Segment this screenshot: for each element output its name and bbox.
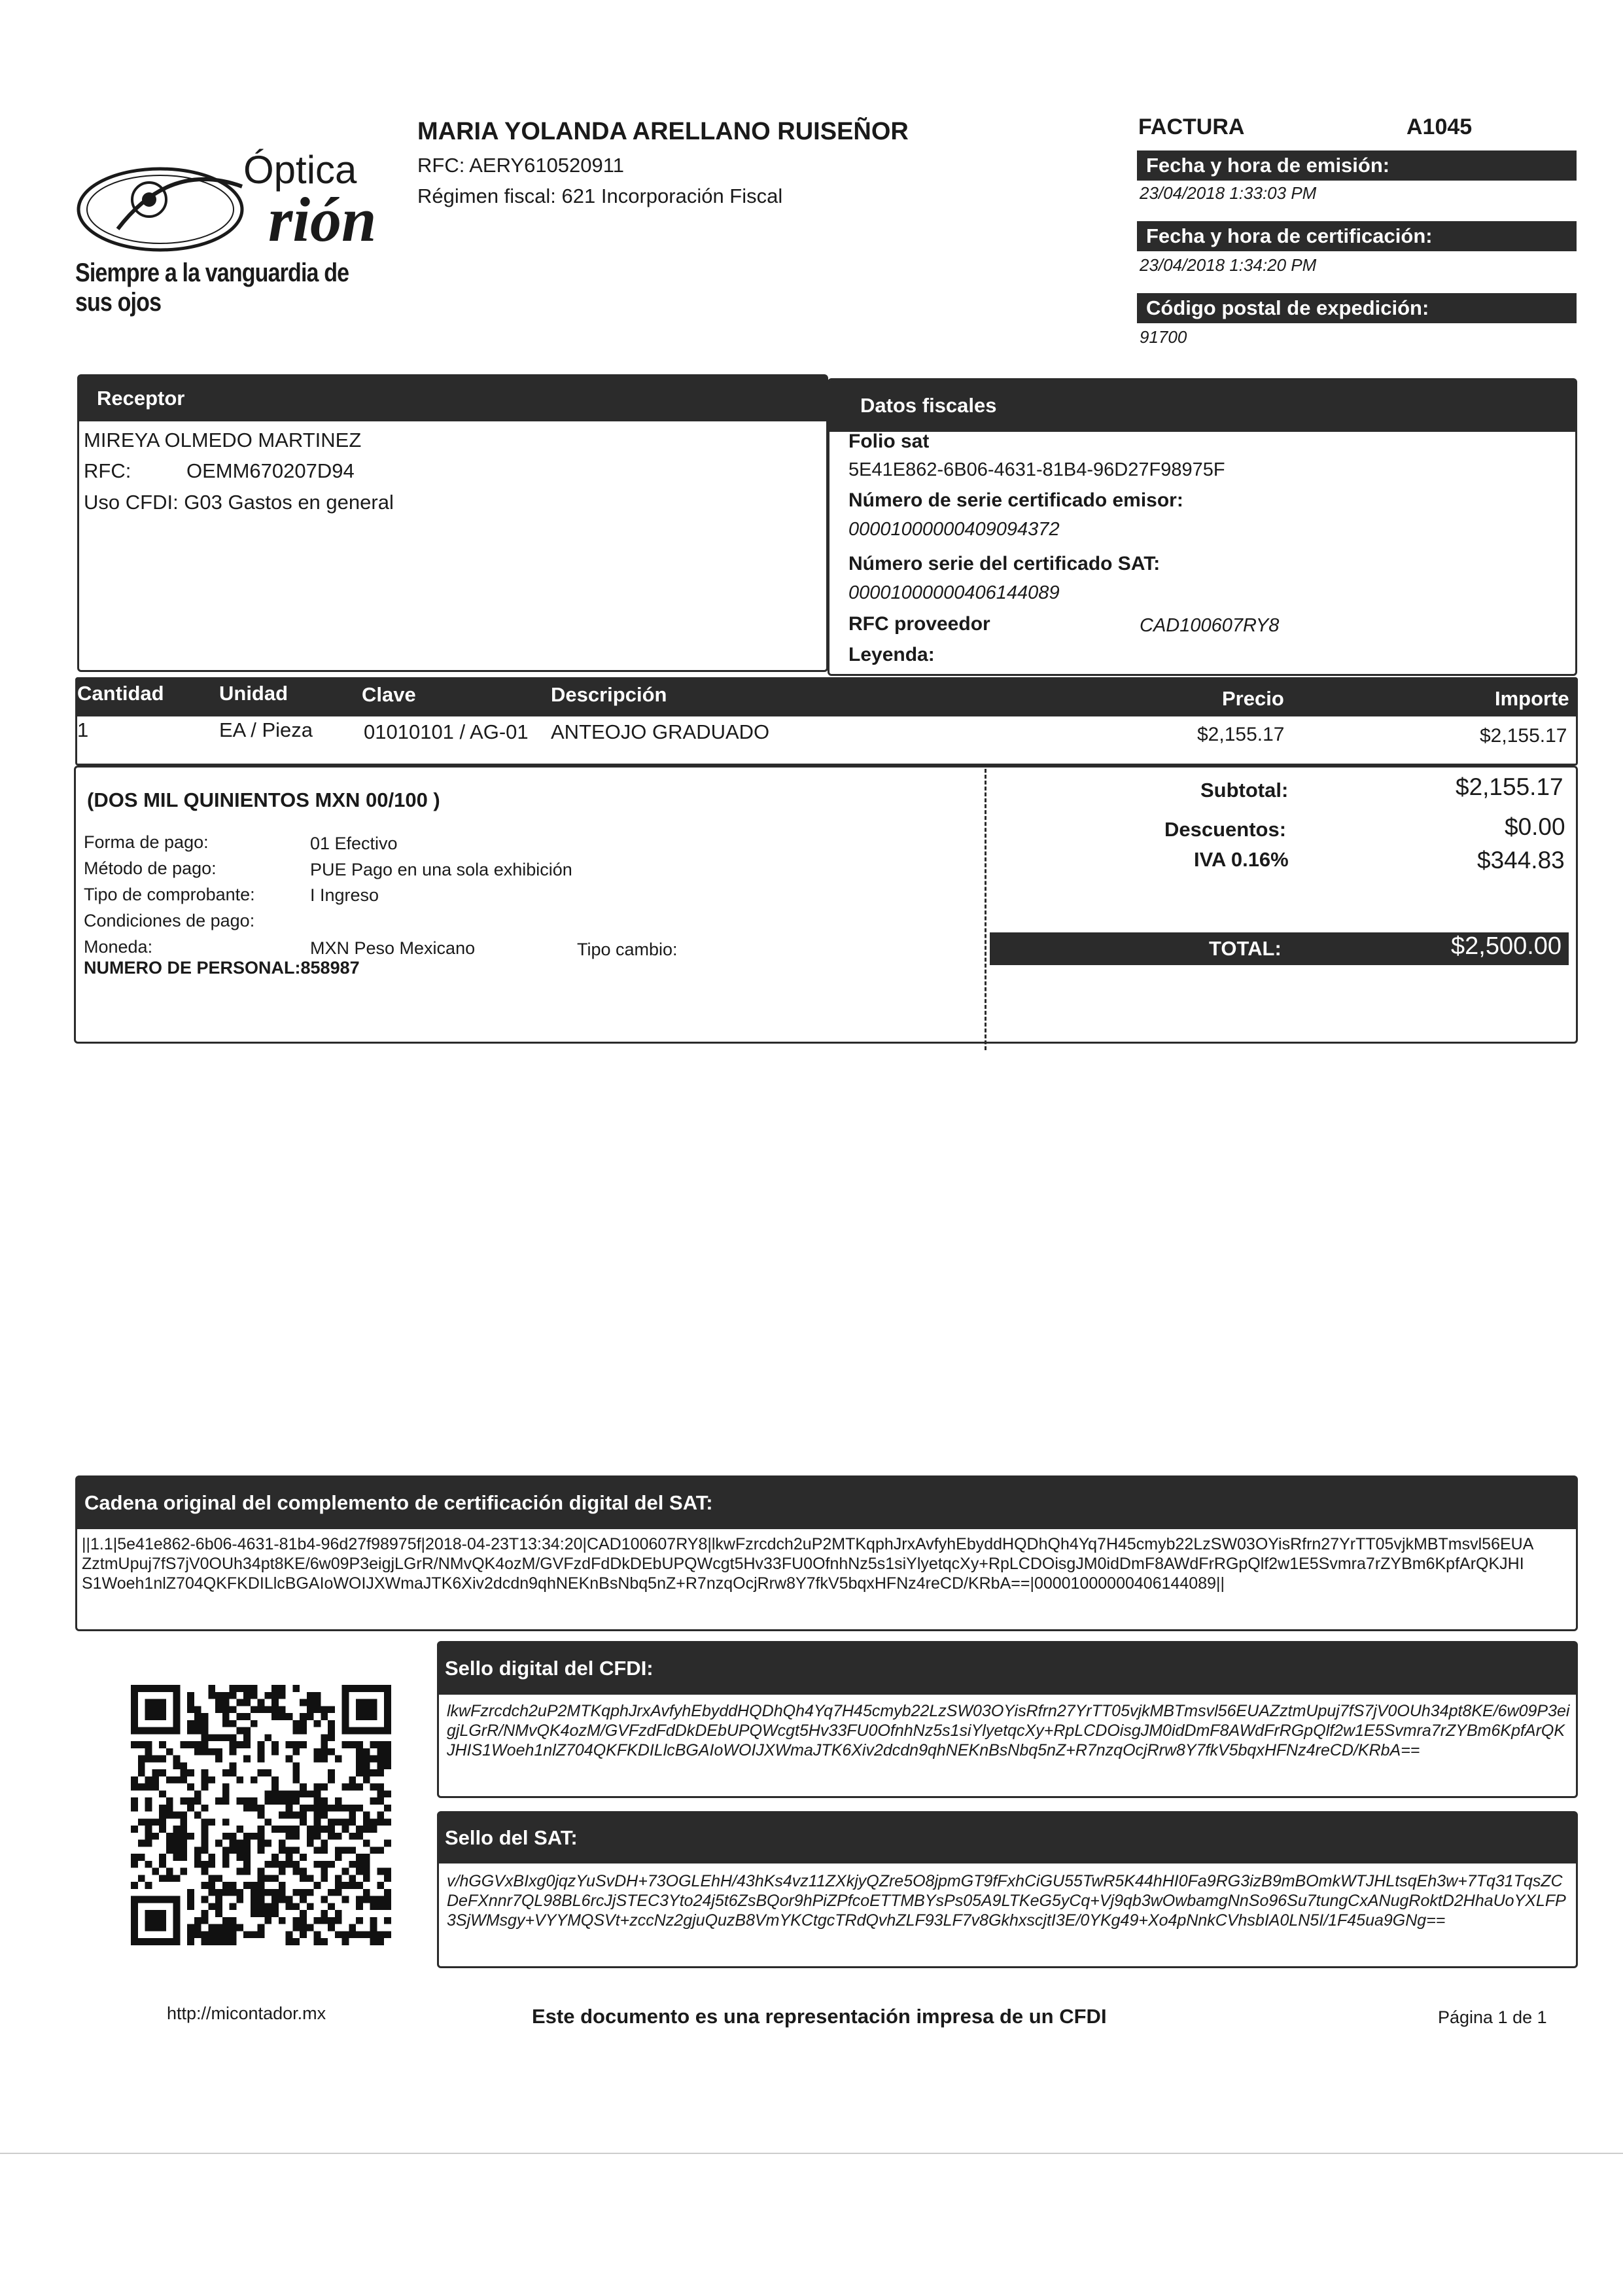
subtotal-label: Subtotal: xyxy=(1200,779,1289,802)
row-unidad: EA / Pieza xyxy=(219,718,313,741)
certification-label: Fecha y hora de certificación: xyxy=(1137,221,1577,251)
company-logo xyxy=(72,147,412,317)
forma-label: Forma de pago: xyxy=(84,832,209,852)
logo-brand-main: rión xyxy=(268,185,377,255)
logo-brand-top: Óptica xyxy=(243,148,357,192)
sello-cfdi-header: Sello digital del CFDI: xyxy=(438,1642,1577,1695)
row-descripcion: ANTEOJO GRADUADO xyxy=(551,720,770,743)
fiscal-header: Datos fiscales xyxy=(829,380,1576,432)
tipo-value: I Ingreso xyxy=(310,885,379,905)
issuer-regime: Régimen fiscal: 621 Incorporación Fiscal xyxy=(417,185,783,207)
col-cantidad: Cantidad xyxy=(77,682,164,705)
postal-label: Código postal de expedición: xyxy=(1137,293,1577,323)
serie-sat-label: Número serie del certificado SAT: xyxy=(848,553,1161,574)
descuentos-label: Descuentos: xyxy=(1164,818,1287,841)
sello-sat-text: v/hGGVxBIxg0jqzYuSvDH+73OGLEhH/43hKs4vz11ZXkjyQZre5O8jpmGT9fFxhCiGU55TwR5K44hHI0Fa9RG3izB9mBOmkWTJHLtsqEh3w+7Tq31TqsZCDeFXnnr7QL98BL6rcJjSTEC3Yto24j5t6ZsBQor9hPiZPfcoETTMBYsPs05A9LTKeG5yCq+Vj9qb3wOwbamgNnSo96Su7tungCxANugRoktD2HhaUoYXLFP3SjWMsgy+VYYMQSVt+zccNz2gjuQuzB8VmYKCtgcTRdQvhZLF93LF7v8GkhxscjtI3E/0YKg49+Xo4pNnkCVhsbIA0LN5I/1F45ua9GNg== xyxy=(447,1872,1566,1930)
postal-value: 91700 xyxy=(1140,327,1187,347)
receptor-header: Receptor xyxy=(79,376,827,421)
rfc-proveedor-label: RFC proveedor xyxy=(848,613,990,635)
row-cantidad: 1 xyxy=(77,718,89,741)
iva-label: IVA 0.16% xyxy=(1194,848,1289,871)
col-importe: Importe xyxy=(1495,687,1569,710)
qr-code xyxy=(131,1685,391,1945)
total-value: $2,500.00 xyxy=(1451,932,1562,960)
emission-label: Fecha y hora de emisión: xyxy=(1137,150,1577,181)
receptor-rfc-value: OEMM670207D94 xyxy=(186,459,355,482)
col-clave: Clave xyxy=(362,683,416,706)
items-header-bar xyxy=(75,677,1578,716)
row-clave: 01010101 / AG-01 xyxy=(364,720,529,743)
amount-words: (DOS MIL QUINIENTOS MXN 00/100 ) xyxy=(87,788,440,811)
row-precio: $2,155.17 xyxy=(1197,724,1285,745)
col-precio: Precio xyxy=(1222,687,1284,710)
subtotal-value: $2,155.17 xyxy=(1456,773,1563,800)
page-bottom-rule xyxy=(0,2153,1623,2154)
moneda-label: Moneda: xyxy=(84,937,153,957)
qr-code-icon xyxy=(131,1685,391,1945)
total-label: TOTAL: xyxy=(1209,937,1282,960)
leyenda-label: Leyenda: xyxy=(848,644,935,665)
receptor-name: MIREYA OLMEDO MARTINEZ xyxy=(84,429,362,451)
logo-slogan: Siempre a la vanguardia de sus ojos xyxy=(75,258,349,317)
metodo-label: Método de pago: xyxy=(84,858,217,878)
serie-sat-value: 00001000000406144089 xyxy=(848,582,1060,603)
cadena-text: ||1.1|5e41e862-6b06-4631-81b4-96d27f98975f|2018-04-23T13:34:20|CAD100607RY8|lkwFzrcdch2uP2MTKqphJrxAvfyhEbyddHQDhQh4Yq7H45cmyb22LzSW03OYisRfrn27YrTT05vjkMBTmsvl56EUAZztmUpuj7fS7jV0OUh34pt8KE/6w09P3eigjLGrR/NMvQK4ozM/GVFzdFdDkDEbUPQWcgt5Hv33FU0OfnhNz5s1siYlyetqcXy+RpLCDOisgJM0idDmF8AWdFrRGpQlf2w1E5Svmra7rZYBm6KpfArQKJHIS1Woeh1nlZ704QKFKDILlcBGAIoWOIJXWmaJTK6Xiv2dcdn9qhNEKnBsNbq5nZ+R7nzqOcjRrw8Y7fkV5bqxHFNz4reCD/KRbA==|00001000000406144089|| xyxy=(82,1535,1534,1593)
footer-page: Página 1 de 1 xyxy=(1438,2007,1547,2027)
forma-value: 01 Efectivo xyxy=(310,834,398,853)
issuer-rfc: RFC: AERY610520911 xyxy=(417,154,624,177)
moneda-value: MXN Peso Mexicano xyxy=(310,938,476,958)
folio-value: 5E41E862-6B06-4631-81B4-96D27F98975F xyxy=(848,459,1225,480)
descuentos-value: $0.00 xyxy=(1505,813,1565,840)
folio-label: Folio sat xyxy=(848,431,930,452)
rfc-proveedor-value: CAD100607RY8 xyxy=(1140,615,1280,636)
footer-url[interactable]: http://micontador.mx xyxy=(167,2004,326,2023)
receptor-rfc-label: RFC: xyxy=(84,459,131,482)
payment-divider xyxy=(985,769,986,1050)
tipo-cambio-label: Tipo cambio: xyxy=(577,940,678,959)
col-unidad: Unidad xyxy=(219,682,288,705)
serie-emisor-value: 00001000000409094372 xyxy=(848,519,1060,540)
invoice-title: FACTURA xyxy=(1138,115,1245,139)
cadena-header: Cadena original del complemento de certificación digital del SAT: xyxy=(77,1477,1577,1529)
emission-value: 23/04/2018 1:33:03 PM xyxy=(1140,183,1317,203)
metodo-value: PUE Pago en una sola exhibición xyxy=(310,860,572,879)
sello-cfdi-text: lkwFzrcdch2uP2MTKqphJrxAvfyhEbyddHQDhQh4Yq7H45cmyb22LzSW03OYisRfrn27YrTT05vjkMBTmsvl56EUAZztmUpuj7fS7jV0OUh34pt8KE/6w09P3eigjLGrR/NMvQK4ozM/GVFzdFdDkDEbUPQWcgt5Hv33FU0OfnhNz5s1siYlyetqcXy+RpLCDOisgJM0idDmF8AWdFrRGpQlf2w1E5Svmra7rZYBm6KpfArQKJHIS1Woeh1nlZ704QKFKDILlcBGAIoWOIJXWmaJTK6Xiv2dcdn9qhNEKnBsNbq5nZ+R7nzqOcjRrw8Y7fkV5bqxHFNz4reCD/KRbA== xyxy=(447,1702,1570,1759)
receptor-uso: Uso CFDI: G03 Gastos en general xyxy=(84,491,394,514)
issuer-name: MARIA YOLANDA ARELLANO RUISEÑOR xyxy=(417,118,909,145)
col-descripcion: Descripción xyxy=(551,683,667,706)
invoice-number: A1045 xyxy=(1406,115,1473,139)
iva-value: $344.83 xyxy=(1477,847,1565,874)
numero-personal: NUMERO DE PERSONAL:858987 xyxy=(84,958,360,978)
certification-value: 23/04/2018 1:34:20 PM xyxy=(1140,255,1317,275)
sello-sat-header: Sello del SAT: xyxy=(438,1812,1577,1863)
serie-emisor-label: Número de serie certificado emisor: xyxy=(848,489,1183,511)
row-importe: $2,155.17 xyxy=(1480,725,1567,747)
tipo-label: Tipo de comprobante: xyxy=(84,885,255,904)
footer-note: Este documento es una representación impresa de un CFDI xyxy=(532,2005,1107,2028)
condiciones-label: Condiciones de pago: xyxy=(84,911,255,930)
